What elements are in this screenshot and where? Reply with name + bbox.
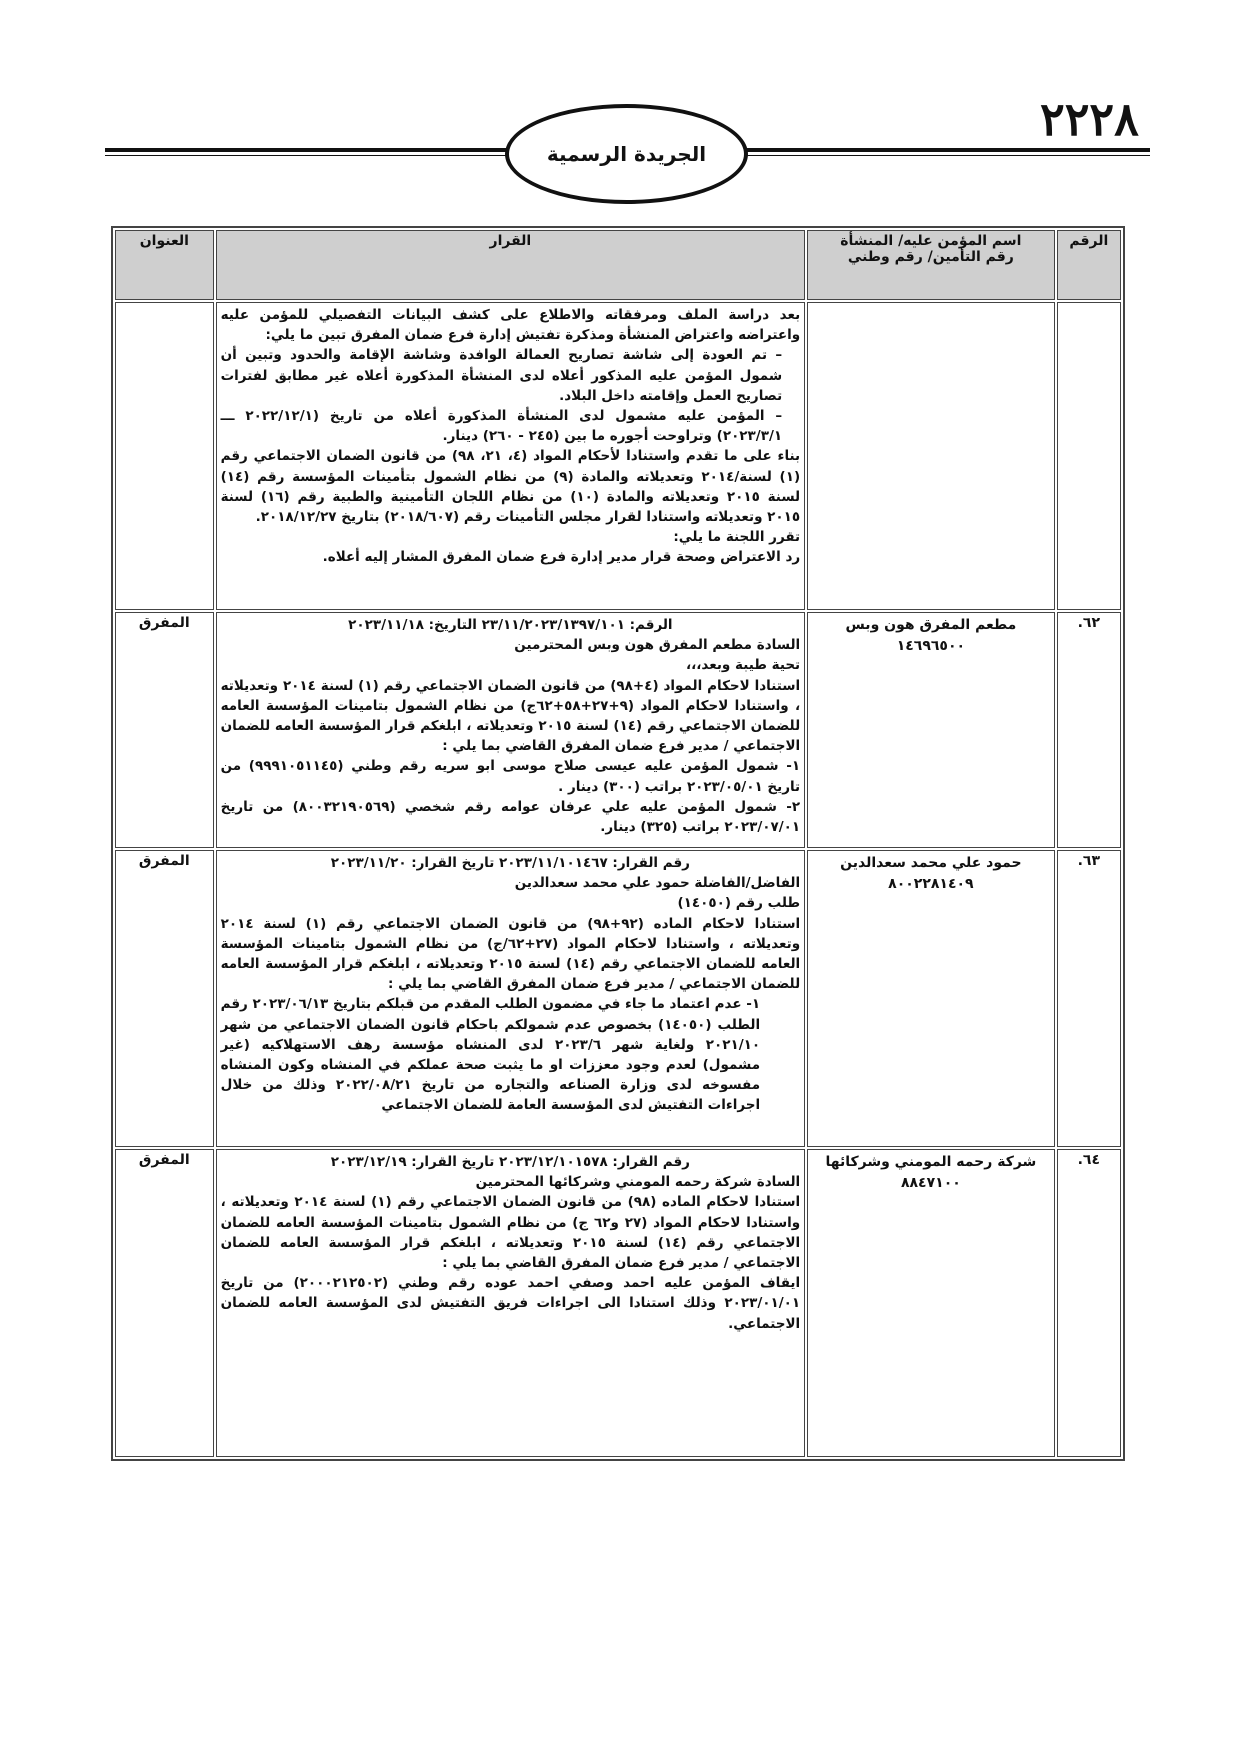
row-number — [1057, 302, 1121, 610]
header-number: الرقم — [1057, 230, 1121, 300]
row-name — [807, 1149, 1054, 1457]
decision-paragraph: – المؤمن عليه مشمول لدى المنشأة المذكورة أعلاه من تاريخ (٢٠٢٢/١٢/١ ـــ ٢٠٢٣/٣/١) وتراوحت أجوره ما بين (٢٤٥ - ٢٦٠) دينار. — [220, 408, 783, 445]
row-address: المفرق — [115, 850, 214, 1147]
row-decision — [216, 302, 806, 610]
decision-paragraph: الرقم: ٢٣/١١/٢٠٢٣/١٣٩٧/١٠١ التاريخ: ٢٠٢٣/١١/١٨ — [348, 617, 673, 633]
decision-paragraph: ٢- شمول المؤمن عليه علي عرفان عوامه رقم شخصي (٨٠٠٣٢١٩٠٥٦٩) من تاريخ ٢٠٢٣/٠٧/٠١ براتب (٣٢٥) دينار. — [220, 798, 801, 836]
row-name-id: ٨٨٤٧١٠٠ — [900, 1175, 961, 1191]
table-row — [115, 612, 1121, 848]
table-row — [115, 850, 1121, 1147]
row-number: ٦٣. — [1057, 850, 1121, 1147]
decision-paragraph: بناء على ما تقدم واستنادا لأحكام المواد (٤، ٢١، ٩٨) من قانون الضمان الاجتماعي رقم (١) لسنة/٢٠١٤ وتعديلاته والمادة (٩) من نظام الشمول بتأمينات المؤسسة رقم (١٤) لسنة ٢٠١٥ وتعديلاته والمادة (١٠) من نظام اللجان التأمينية والطبية رقم (١٦) لسنة ٢٠١٥ وتعديلاته واستنادا لقرار مجلس التأمينات رقم (٢٠١٨/٦٠٧) بتاريخ ٢٠١٨/١٢/٢٧. — [220, 448, 801, 526]
decision-paragraph: بعد دراسة الملف ومرفقاته والاطلاع على كشف البيانات التفصيلي للمؤمن عليه واعتراضه واعتراض المنشأة ومذكرة تفتيش إدارة فرع ضمان المفرق تبين ما يلي: — [220, 307, 801, 344]
header-name-line1: اسم المؤمن عليه/ المنشأة — [840, 233, 1022, 249]
decision-paragraph: تقرر اللجنة ما يلي: — [673, 529, 801, 546]
row-decision — [216, 1149, 806, 1457]
decision-paragraph: ١- عدم اعتماد ما جاء في مضمون الطلب المقدم من قبلكم بتاريخ ٢٠٢٣/٠٦/١٣ رقم الطلب (١٤٠٥٠) بخصوص عدم شمولكم باحكام قانون الضمان الاجتماعي من شهر ٢٠٢١/١٠ ولغاية شهر ٢٠٢٣/٦ لدى المنشاه مؤسسة رهف الاستهلاكيه (غير مشمول) لعدم وجود معززات او ما يثبت صحة عملكم في المنشاه وكون المنشاه مفسوخه لدى وزارة الصناعه والتجاره من تاريخ ٢٠٢٢/٠٨/٢١ وذلك من خلال اجراءات التفتيش لدى المؤسسة العامة للضمان الاجتماعي — [220, 996, 761, 1114]
decision-paragraph: ايقاف المؤمن عليه احمد وصفي احمد عوده رقم وطني (٢٠٠٠٢١٢٥٠٢) من تاريخ ٢٠٢٣/٠١/٠١ وذلك استنادا الى اجراءات فريق التفتيش لدى المؤسسة العامه للضمان الاجتماعي. — [220, 1275, 801, 1332]
row-address: المفرق — [115, 1149, 214, 1457]
row-decision — [216, 612, 806, 848]
decision-paragraph: رقم القرار: ٢٠٢٣/١١/١٠١٤٦٧ تاريخ القرار: ٢٠٢٣/١١/٢٠ — [330, 855, 690, 871]
row-name-label: حمود علي محمد سعدالدين — [840, 855, 1022, 871]
decision-paragraph: استنادا لاحكام الماده (٩٨) من قانون الضمان الاجتماعي رقم (١) لسنة ٢٠١٤ وتعديلاته ، واستنادا لاحكام المواد (٢٧ و٦٢ ج) من نظام الشمول بتامينات المؤسسة العامه للضمان الاجتماعي رقم (١٤) لسنة ٢٠١٥ وتعديلاته ، ابلغكم قرار المؤسسة العامه للضمان الاجتماعي / مدير فرع ضمان المفرق القاضي بما يلي : — [220, 1194, 801, 1272]
header-decision: القرار — [216, 230, 806, 300]
decision-paragraph: رد الاعتراض وصحة قرار مدير إدارة فرع ضمان المفرق المشار إليه أعلاه. — [322, 549, 801, 566]
decisions-table — [111, 226, 1125, 1461]
row-name — [807, 612, 1054, 848]
row-name — [807, 850, 1054, 1147]
decision-paragraph: السادة شركة رحمه المومني وشركائها المحترمين — [475, 1174, 801, 1191]
decision-paragraph: استنادا لاحكام المواد (٤+٩٨) من قانون الضمان الاجتماعي رقم (١) لسنة ٢٠١٤ وتعديلاته ، واستنادا لاحكام المواد (٩+٢٧+٥٨+٦٢ج) من نظام الشمول بتامينات المؤسسة العامه للضمان الاجتماعي رقم (١٤) لسنة ٢٠١٥ وتعديلاته ، ابلغكم قرار المؤسسة العامه للضمان الاجتماعي / مدير فرع ضمان المفرق القاضي بما يلي : — [220, 677, 801, 755]
page-number: ٢٢٢٨ — [1040, 92, 1139, 146]
row-number: ٦٤. — [1057, 1149, 1121, 1457]
decision-paragraph: استنادا لاحكام الماده (٩٢+٩٨) من قانون الضمان الاجتماعي رقم (١) لسنة ٢٠١٤ وتعديلاته ، واستنادا لاحكام المواد (٢٧+٦٢/ج) من نظام الشمول بتامينات المؤسسة العامه للضمان الاجتماعي رقم (١٤) لسنة ٢٠١٥ وتعديلاته ، ابلغكم قرار المؤسسة العامه للضمان الاجتماعي / مدير فرع ضمان المفرق القاضي بما يلي : — [220, 915, 801, 993]
row-address — [115, 302, 214, 610]
row-number: ٦٢. — [1057, 612, 1121, 848]
table-header-row — [115, 230, 1121, 300]
gazette-title-oval — [505, 104, 748, 204]
decision-paragraph: طلب رقم (١٤٠٥٠) — [677, 895, 801, 912]
row-name-label: شركة رحمه المومني وشركائها — [825, 1154, 1037, 1170]
decision-paragraph: السادة مطعم المفرق هون وبس المحترمين — [514, 637, 801, 654]
row-name-label: مطعم المفرق هون وبس — [845, 617, 1017, 633]
decision-paragraph: رقم القرار: ٢٠٢٣/١٢/١٠١٥٧٨ تاريخ القرار: ٢٠٢٣/١٢/١٩ — [330, 1154, 690, 1170]
decision-paragraph: تحية طيبة وبعد،،، — [686, 657, 801, 674]
gazette-title: الجريدة الرسمية — [546, 142, 707, 166]
table-row — [115, 1149, 1121, 1457]
decision-paragraph: ١- شمول المؤمن عليه عيسى صلاح موسى ابو سريه رقم وطني (٩٩٩١٠٥١١٤٥) من تاريخ ٢٠٢٣/٠٥/٠١ براتب (٣٠٠) دينار . — [220, 758, 801, 795]
row-address: المفرق — [115, 612, 214, 848]
header-address: العنوان — [115, 230, 214, 300]
row-name-id: ١٤٦٩٦٥٠٠ — [896, 638, 966, 654]
table-row — [115, 302, 1121, 610]
row-name-id: ٨٠٠٢٢٨١٤٠٩ — [888, 876, 974, 892]
header-name — [807, 230, 1054, 300]
decision-paragraph: الفاضل/الفاضلة حمود علي محمد سعدالدين — [514, 875, 801, 892]
header-name-line2: رقم التأمين/ رقم وطني — [847, 249, 1014, 265]
decision-paragraph: – تم العودة إلى شاشة تصاريح العمالة الوافدة وشاشة الإقامة والحدود وتبين أن شمول المؤمن عليه المذكور أعلاه لدى المنشأة المذكورة أعلاه غير مطابق لفترات تصاريح العمل وإقامته داخل البلاد. — [220, 347, 783, 404]
row-name — [807, 302, 1054, 610]
row-decision — [216, 850, 806, 1147]
